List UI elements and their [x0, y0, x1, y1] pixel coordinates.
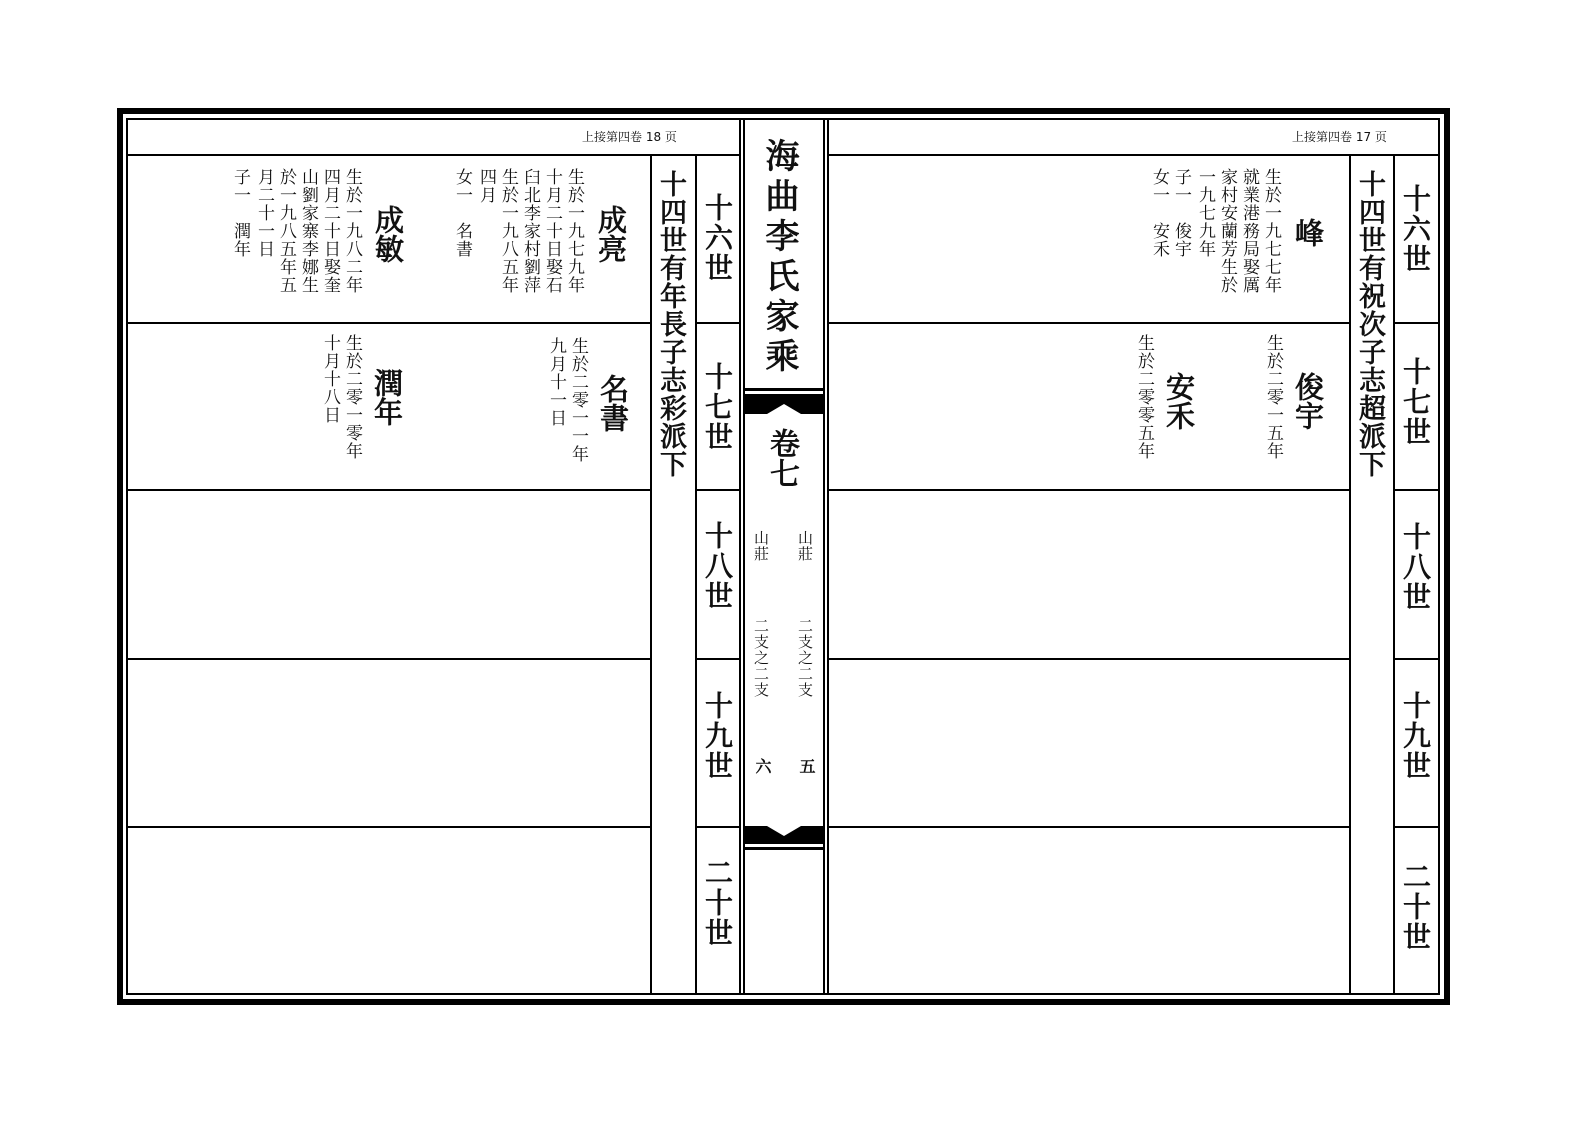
entry-bio: 生於一九七九年 — [564, 168, 584, 294]
spine-title: 海曲李氏家乘 — [759, 138, 799, 378]
gen-rule — [696, 658, 740, 660]
row-rule — [827, 826, 1349, 828]
spine-rule-left-inner — [743, 118, 745, 993]
page-ref-right: 上接第四卷 17 页 — [1292, 130, 1387, 144]
spine-rule-right-inner — [823, 118, 825, 993]
gen-label: 十九世 — [1399, 691, 1432, 781]
branch-title-right: 十四世有祝次子志超派下 — [1354, 170, 1385, 478]
gen-label: 十九世 — [701, 691, 734, 781]
spine-volume: 卷七 — [764, 428, 799, 488]
entry-bio: 九月十一日 — [546, 337, 566, 427]
entry-bio: 生於一九七七年 — [1261, 168, 1281, 294]
entry-bio: 十月二十日娶石 — [542, 168, 562, 294]
row-rule — [827, 658, 1349, 660]
entry-children: 子一 潤年 — [230, 168, 250, 258]
entry-bio: 生於二零一一年 — [568, 337, 588, 463]
page-ref-left: 上接第四卷 18 页 — [582, 130, 677, 144]
col-rule — [1349, 155, 1351, 993]
gen-rule — [1394, 322, 1438, 324]
row-rule — [827, 322, 1349, 324]
spine-rule-left — [739, 118, 741, 993]
entry-bio: 就業港務局娶厲 — [1239, 168, 1259, 294]
entry-bio: 家村安蘭芳生於 — [1217, 168, 1237, 294]
entry-bio: 生於二零一五年 — [1263, 334, 1283, 460]
entry-bio: 生於二零零五年 — [1134, 334, 1154, 460]
gen-label: 十六世 — [1399, 184, 1432, 274]
gen-rule — [1394, 658, 1438, 660]
gen-rule — [1394, 489, 1438, 491]
entry-bio: 十月十八日 — [320, 334, 340, 424]
row-rule — [128, 489, 650, 491]
spine-rule-right — [827, 118, 829, 993]
entry-name: 名書 — [596, 374, 630, 432]
row-rule — [128, 658, 650, 660]
entry-children: 女一 名書 — [452, 168, 472, 258]
entry-bio: 於一九八五年五 — [276, 168, 296, 294]
row-rule — [827, 489, 1349, 491]
entry-bio: 生於一九八五年 — [498, 168, 518, 294]
entry-bio: 一九七九年 — [1195, 168, 1215, 258]
entry-bio: 四月 — [476, 168, 496, 204]
gen-rule — [1394, 826, 1438, 828]
spine-branch-left: 二支之二支 — [752, 618, 770, 698]
entry-bio: 臼北李家村劉萍 — [520, 168, 540, 294]
gen-rule — [696, 489, 740, 491]
gen-label: 十六世 — [701, 193, 734, 283]
entry-bio: 山劉家寨李娜生 — [298, 168, 318, 294]
row-rule — [128, 322, 650, 324]
row-rule — [128, 826, 650, 828]
header-rule-left — [128, 154, 740, 156]
fishtail-top-icon — [743, 388, 825, 418]
spine-place-left: 山莊 — [752, 530, 770, 562]
entry-bio: 四月二十日娶奎 — [320, 168, 340, 294]
gen-label: 十七世 — [701, 362, 734, 452]
entry-name: 成敏 — [371, 205, 405, 263]
entry-name: 成亮 — [594, 205, 628, 263]
entry-bio: 生於一九八二年 — [342, 168, 362, 294]
gen-label: 二十世 — [701, 858, 734, 948]
gen-label: 二十世 — [1399, 862, 1432, 952]
entry-bio: 月二十一日 — [254, 168, 274, 258]
gen-label: 十八世 — [701, 521, 734, 611]
entry-children: 女一 安禾 — [1149, 168, 1169, 258]
gen-label: 十八世 — [1399, 522, 1432, 612]
spine-place-right: 山莊 — [796, 530, 814, 562]
spine-page-right: 五 — [797, 758, 816, 774]
gen-rule — [696, 322, 740, 324]
entry-name: 俊宇 — [1291, 372, 1325, 430]
header-rule-right — [827, 154, 1438, 156]
entry-bio: 生於二零一零年 — [342, 334, 362, 460]
gen-rule — [696, 826, 740, 828]
spine-branch-right: 二支之二支 — [796, 618, 814, 698]
entry-name: 安禾 — [1162, 372, 1196, 430]
col-rule — [695, 155, 697, 993]
entry-name: 峰 — [1291, 218, 1325, 247]
col-rule — [650, 155, 652, 993]
spine-page-left: 六 — [753, 758, 772, 774]
entry-name: 潤年 — [370, 368, 404, 426]
fishtail-bottom-icon — [743, 822, 825, 852]
gen-label: 十七世 — [1399, 357, 1432, 447]
branch-title-left: 十四世有年長子志彩派下 — [655, 170, 686, 478]
entry-children: 子一 俊宇 — [1171, 168, 1191, 258]
col-rule — [1393, 155, 1395, 993]
